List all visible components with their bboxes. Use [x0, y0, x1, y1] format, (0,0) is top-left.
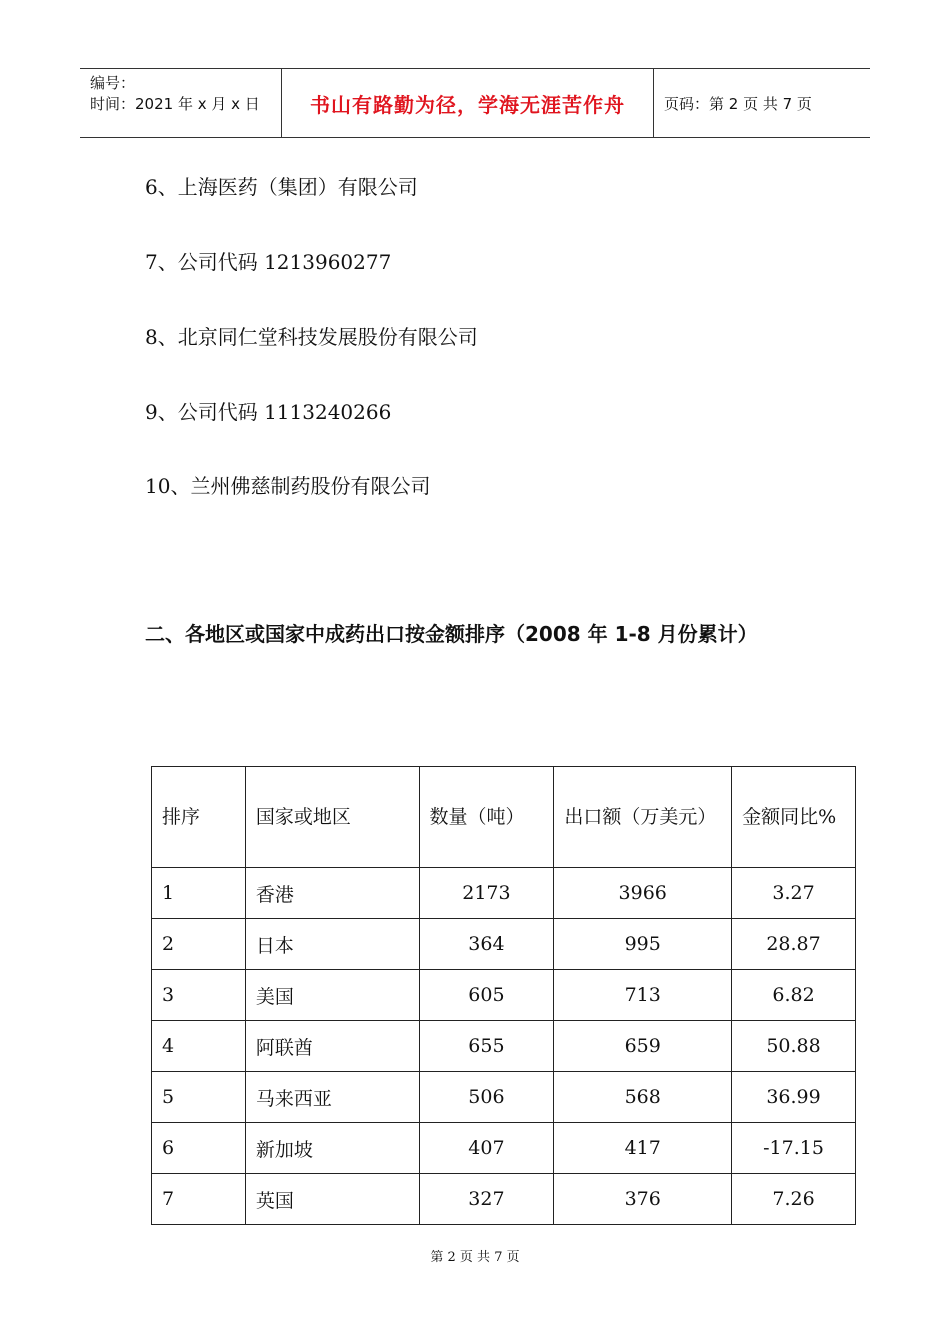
list-item: 8、北京同仁堂科技发展股份有限公司 [145, 325, 478, 349]
list-item: 10、兰州佛慈制药股份有限公司 [145, 474, 431, 498]
table-row [152, 970, 856, 1021]
export-value-cell: 568 [554, 1072, 732, 1123]
section-title: 二、各地区或国家中成药出口按金额排序（2008 年 1-8 月份累计） [145, 622, 758, 646]
quantity-cell: 2173 [419, 868, 554, 919]
yoy-cell: -17.15 [732, 1123, 856, 1174]
export-value-cell: 3966 [554, 868, 732, 919]
header-page-info: 页码：第 2 页 共 7 页 [664, 94, 812, 113]
yoy-cell: 6.82 [732, 970, 856, 1021]
column-header-yoy: 金额同比% [732, 767, 856, 868]
rank-cell: 3 [152, 970, 246, 1021]
rank-cell: 6 [152, 1123, 246, 1174]
quantity-cell: 605 [419, 970, 554, 1021]
table-row [152, 919, 856, 970]
rank-cell: 4 [152, 1021, 246, 1072]
list-item: 7、公司代码 1213960277 [145, 250, 392, 274]
doc-code-label: 编号： [90, 74, 136, 92]
export-value-cell: 417 [554, 1123, 732, 1174]
doc-date: 时间：2021 年 x 月 x 日 [90, 95, 260, 113]
export-ranking-table [151, 766, 856, 1225]
region-cell: 新加坡 [245, 1123, 419, 1174]
region-cell: 日本 [245, 919, 419, 970]
rank-cell: 2 [152, 919, 246, 970]
quantity-cell: 327 [419, 1174, 554, 1225]
rank-cell: 1 [152, 868, 246, 919]
region-cell: 香港 [245, 868, 419, 919]
quantity-cell: 655 [419, 1021, 554, 1072]
table-header-row [152, 767, 856, 868]
column-header-rank: 排序 [152, 767, 246, 868]
quantity-cell: 506 [419, 1072, 554, 1123]
quantity-cell: 364 [419, 919, 554, 970]
column-header-region: 国家或地区 [245, 767, 419, 868]
yoy-cell: 28.87 [732, 919, 856, 970]
export-value-cell: 713 [554, 970, 732, 1021]
rank-cell: 5 [152, 1072, 246, 1123]
table-row [152, 868, 856, 919]
export-value-cell: 995 [554, 919, 732, 970]
table-row [152, 1072, 856, 1123]
rank-cell: 7 [152, 1174, 246, 1225]
quantity-cell: 407 [419, 1123, 554, 1174]
export-value-cell: 376 [554, 1174, 732, 1225]
table-row [152, 1174, 856, 1225]
region-cell: 美国 [245, 970, 419, 1021]
list-item: 9、公司代码 1113240266 [145, 400, 392, 424]
page-header [80, 68, 870, 138]
table-row [152, 1021, 856, 1072]
column-header-quantity: 数量（吨） [419, 767, 554, 868]
header-meta [80, 69, 282, 137]
region-cell: 马来西亚 [245, 1072, 419, 1123]
yoy-cell: 3.27 [732, 868, 856, 919]
column-header-export-value: 出口额（万美元） [554, 767, 732, 868]
table-body [152, 868, 856, 1225]
yoy-cell: 7.26 [732, 1174, 856, 1225]
yoy-cell: 36.99 [732, 1072, 856, 1123]
header-motto: 书山有路勤为径，学海无涯苦作舟 [282, 69, 654, 137]
region-cell: 阿联酋 [245, 1021, 419, 1072]
export-value-cell: 659 [554, 1021, 732, 1072]
list-item: 6、上海医药（集团）有限公司 [145, 175, 418, 199]
yoy-cell: 50.88 [732, 1021, 856, 1072]
region-cell: 英国 [245, 1174, 419, 1225]
page-footer: 第 2 页 共 7 页 [430, 1250, 520, 1265]
table-row [152, 1123, 856, 1174]
